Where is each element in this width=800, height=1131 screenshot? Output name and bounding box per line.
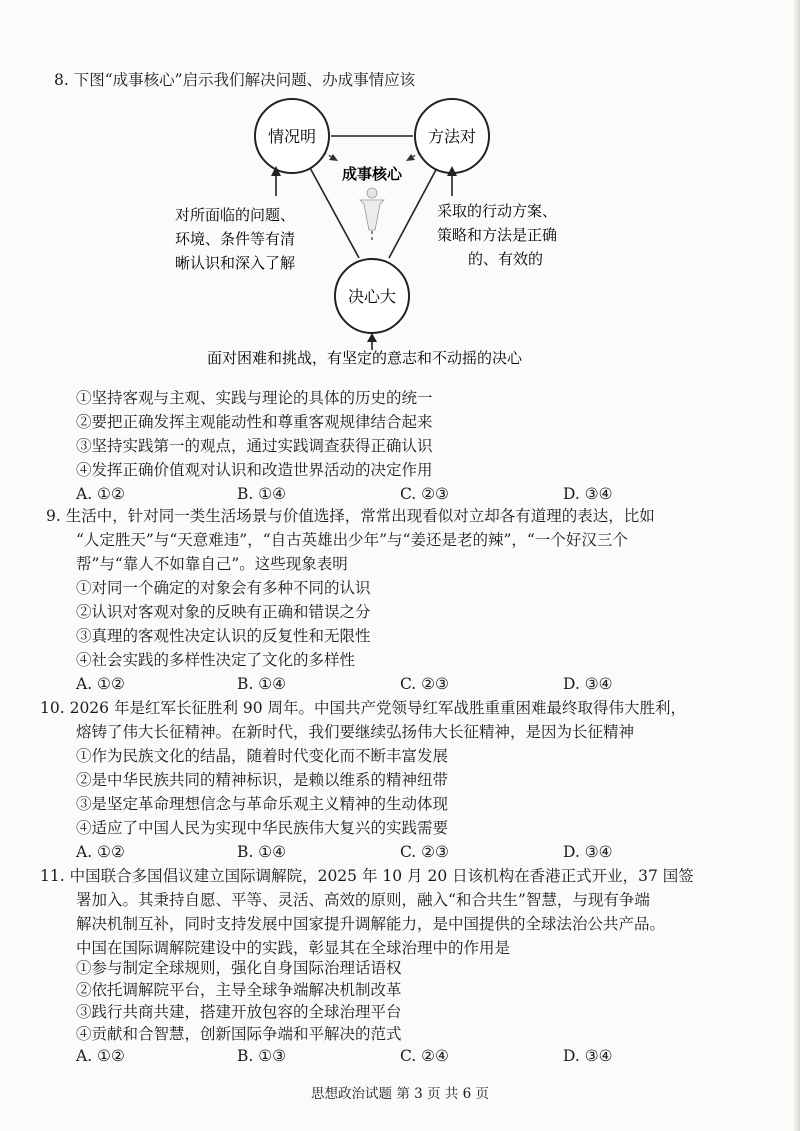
node-top-right-label: 方法对 (427, 127, 477, 146)
q11-option-c: C. ②④ (400, 1047, 449, 1065)
right-note-line: 采取的行动方案、 (437, 202, 558, 220)
q10-option-c: C. ②③ (400, 843, 449, 861)
q8-option-d: D. ③④ (563, 485, 613, 503)
success-core-diagram (0, 90, 800, 380)
node-top-left-label: 情况明 (267, 127, 317, 146)
q10-item-2: ②是中华民族共同的精神标识，是赖以维系的精神纽带 (76, 771, 449, 789)
left-note-line: 环境、条件等有清 (175, 230, 296, 248)
q8-item-3: ③坚持实践第一的观点，通过实践调查获得正确认识 (76, 437, 433, 455)
q9-option-a: A. ①② (76, 675, 125, 693)
arrow-head-icon (329, 154, 338, 161)
q9-option-b: B. ①④ (237, 675, 287, 693)
q10-option-b: B. ①④ (237, 843, 287, 861)
q8-option-b: B. ①④ (237, 485, 287, 503)
center-label: 成事核心 (341, 165, 403, 183)
q11-item-2: ②依托调解院平台，主导全球争端解决机制改革 (76, 981, 402, 999)
q9-item-2: ②认识对客观对象的反映有正确和错误之分 (76, 603, 371, 621)
q11-stem-line: 11. 中国联合多国倡议建立国际调解院，2025 年 10 月 20 日该机构在香港正式开业，37 国签 (40, 867, 694, 885)
q8-item-2: ②要把正确发挥主观能动性和尊重客观规律结合起来 (76, 413, 433, 431)
q9-stem-line: 帮”与“靠人不如靠自己”。这些现象表明 (76, 555, 348, 573)
q9-item-3: ③真理的客观性决定认识的反复性和无限性 (76, 627, 371, 645)
q11-stem-line: 署加入。其秉持自愿、平等、灵活、高效的原则，融入“和合共生”智慧，与现有争端 (76, 891, 650, 909)
q11-option-d: D. ③④ (563, 1047, 613, 1065)
arrow-head-icon (406, 154, 415, 161)
q8-option-c: C. ②③ (400, 485, 449, 503)
q11-option-b: B. ①③ (237, 1047, 287, 1065)
q11-stem-line: 解决机制互补，同时支持发展中国家提升调解能力，是中国提供的全球法治公共产品。 (76, 915, 666, 933)
q11-item-1: ①参与制定全球规则，强化自身国际治理话语权 (76, 959, 402, 977)
q9-item-1: ①对同一个确定的对象会有多种不同的认识 (76, 579, 371, 597)
q10-option-d: D. ③④ (563, 843, 613, 861)
right-note-line: 策略和方法是正确 (437, 226, 558, 244)
q9-stem-line: “人定胜天”与“天意难违”，“自古英雄出少年”与“姜还是老的辣”，“一个好汉三个 (76, 531, 628, 549)
q11-stem-line: 中国在国际调解院建设中的实践，彰显其在全球治理中的作用是 (76, 939, 511, 957)
q8-item-4: ④发挥正确价值观对认识和改造世界活动的决定作用 (76, 461, 433, 479)
left-note-line: 对所面临的问题、 (175, 206, 296, 224)
q9-stem-line: 9. 生活中，针对同一类生活场景与价值选择，常常出现看似对立却各有道理的表达，比如 (46, 507, 655, 525)
q11-item-3: ③践行共商共建，搭建开放包容的全球治理平台 (76, 1003, 402, 1021)
q9-option-d: D. ③④ (563, 675, 613, 693)
q10-item-4: ④适应了中国人民为实现中华民族伟大复兴的实践需要 (76, 819, 449, 837)
node-bottom-label: 决心大 (347, 287, 397, 306)
q10-option-a: A. ①② (76, 843, 125, 861)
q11-option-a: A. ①② (76, 1047, 125, 1065)
q9-option-c: C. ②③ (400, 675, 449, 693)
q9-item-4: ④社会实践的多样性决定了文化的多样性 (76, 651, 356, 669)
q10-stem-line: 10. 2026 年是红军长征胜利 90 周年。中国共产党领导红军战胜重重困难最终取得伟大胜利， (40, 699, 687, 717)
q10-item-3: ③是坚定革命理想信念与革命乐观主义精神的生动体现 (76, 795, 449, 813)
bottom-note: 面对困难和挑战，有坚定的意志和不动摇的决心 (207, 349, 523, 367)
q8-option-a: A. ①② (76, 485, 125, 503)
q8-stem: 8. 下图“成事核心”启示我们解决问题、办成事情应该 (54, 71, 416, 89)
left-note-line: 晰认识和深入了解 (175, 254, 296, 272)
page-footer: 思想政治试题 第 3 页 共 6 页 (311, 1086, 489, 1102)
scan-edge (794, 0, 800, 1131)
q10-item-1: ①作为民族文化的结晶，随着时代变化而不断丰富发展 (76, 747, 449, 765)
q10-stem-line: 熔铸了伟大长征精神。在新时代，我们要继续弘扬伟大长征精神，是因为长征精神 (76, 723, 635, 741)
arrow-head-icon (367, 333, 377, 342)
right-note-line: 的、有效的 (468, 250, 544, 268)
q11-item-4: ④贡献和合智慧，创新国际争端和平解决的范式 (76, 1025, 402, 1043)
q8-item-1: ①坚持客观与主观、实践与理论的具体的历史的统一 (76, 389, 433, 407)
figure-icon (360, 188, 384, 230)
